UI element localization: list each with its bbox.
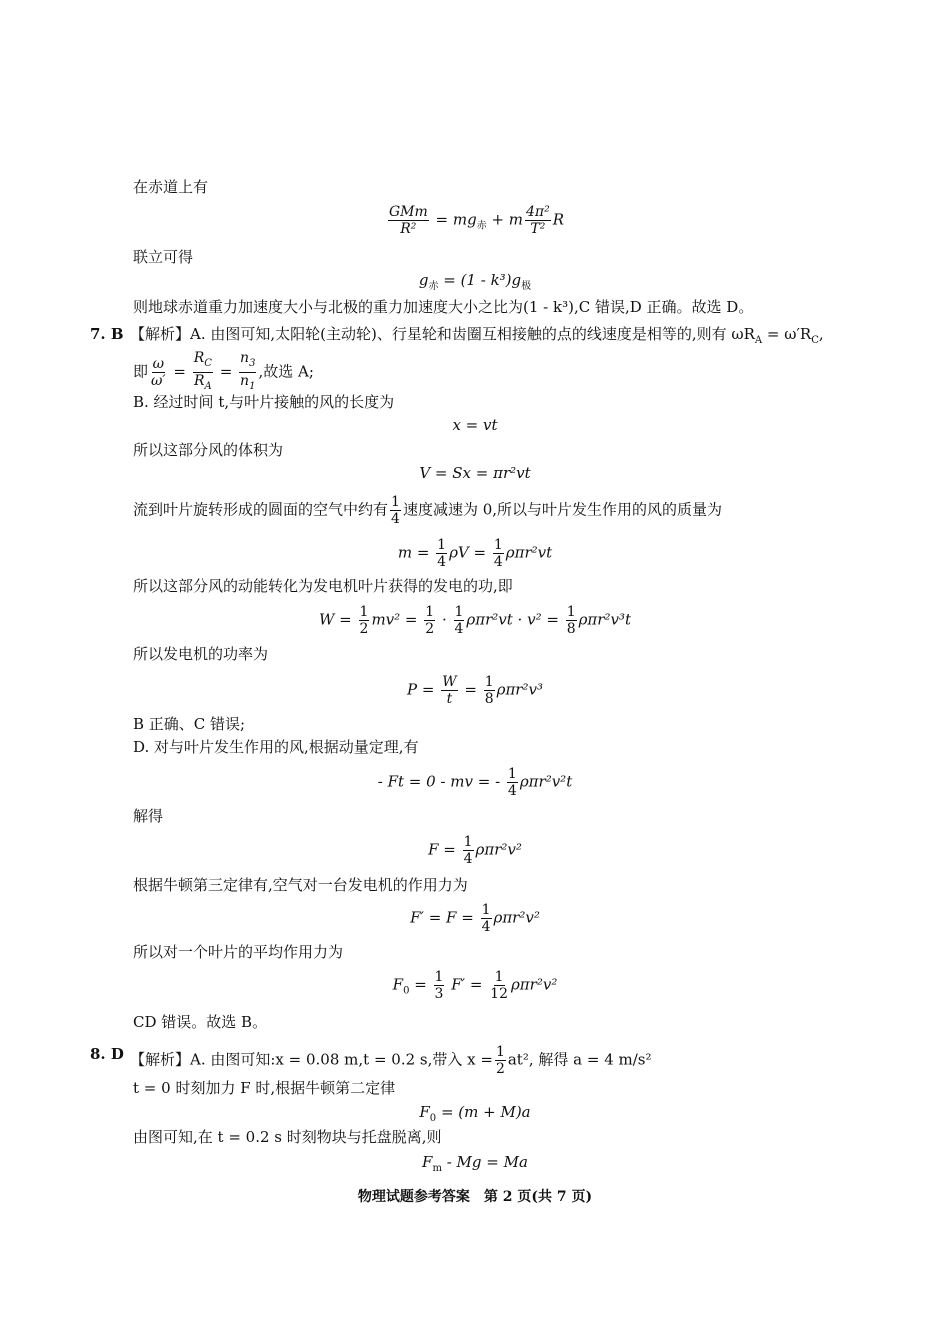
text-line: 联立可得 (133, 248, 194, 266)
equation-newton2: $F_0 = (m + M)a$ (419, 1103, 531, 1124)
equation-mass: m = $\frac{1}{4}$ ρV = $\frac{1}{4}$ ρπr²vt (397, 537, 553, 570)
equation-reaction-force: F′ = F = $\frac{1}{4}$ ρπr²v² (410, 902, 540, 935)
text-line: 所以这部分风的体积为 (133, 441, 284, 459)
text-line: 根据牛顿第三定律有,空气对一台发电机的作用力为 (133, 876, 468, 894)
fraction: $\frac{\text{4π²}}{\text{T²}}$ (526, 204, 550, 237)
text-line: CD 错误。故选 B。 (133, 1013, 268, 1031)
equation-x-vt: x = vt (452, 416, 498, 434)
ratio-line: 即 $\frac{\omega}{\omega'}$ = $\frac{R_C}{R_A}$ = $\frac{n_3}{n_1}$ ,故选 A; (133, 350, 314, 392)
equation-momentum: - Ft = 0 - mv = - $\frac{1}{4}$ ρπr²v²t (377, 766, 573, 799)
text-line: 所以对一个叶片的平均作用力为 (133, 943, 344, 961)
equation-blade-force: $F_0$ = $\frac{1}{3}$ F′ = $\frac{1}{12}$ ρπr²v² (392, 969, 558, 1002)
text-line: 流到叶片旋转形成的圆面的空气中约有 $\frac{1}{4}$ 速度减速为 0,所以与叶片发生作用的风的质量为 (133, 494, 723, 527)
page-footer: 物理试题参考答案 第 2 页(共 7 页) (357, 1189, 593, 1205)
equation-power: P = $\frac{W}{t}$ = $\frac{1}{8}$ ρπr²v³ (407, 674, 543, 707)
equation-volume: V = Sx = πr²vt (419, 464, 531, 482)
text-line: t = 0 时刻加力 F 时,根据牛顿第二定律 (133, 1079, 396, 1097)
question-8-label: 8. D (90, 1045, 124, 1063)
text-line: B 正确、C 错误; (133, 715, 246, 733)
text-line: 解得 (133, 807, 164, 825)
question-7-intro: 【解析】A. 由图可知,太阳轮(主动轮)、行星轮和齿圈互相接触的点的线速度是相等的,则有 $\omega R_A = \omega'R_C$, (130, 325, 824, 346)
text-line: B. 经过时间 t,与叶片接触的风的长度为 (133, 393, 395, 411)
text-line: 在赤道上有 (133, 178, 209, 196)
text-line: 则地球赤道重力加速度大小与北极的重力加速度大小之比为(1 - k³),C 错误,D 正确。故选 D。 (133, 298, 754, 316)
equation-work: W = $\frac{1}{2}$ mv² = $\frac{1}{2}$ · $\frac{1}{4}$ ρπr²vt · v² = $\frac{1}{8}$ ρπr²v³t (318, 604, 631, 637)
equation-g-ratio: $g_赤 = (1 - k^3)g_极$ (418, 271, 532, 292)
equation-force: F = $\frac{1}{4}$ ρπr²v² (428, 834, 522, 867)
text-line: 由图可知,在 t = 0.2 s 时刻物块与托盘脱离,则 (133, 1128, 442, 1146)
text-line: D. 对与叶片发生作用的风,根据动量定理,有 (133, 738, 419, 756)
question-8-intro: 【解析】A. 由图可知:x = 0.08 m,t = 0.2 s,带入 x = $\frac{1}{2}$ at², 解得 a = 4 m/s² (130, 1044, 652, 1077)
equation-separation: $F_m - Mg = Ma$ (422, 1153, 528, 1174)
equation-gravity-equator: $\frac{\text{GMm}}{\text{R²}}$ = $mg_赤 + m$ $\frac{\text{4π²}}{\text{T²}}$ R (388, 204, 565, 237)
text-line: 所以这部分风的动能转化为发电机叶片获得的发电的功,即 (133, 577, 513, 595)
question-7-label: 7. B (90, 325, 124, 343)
fraction: $\frac{\text{GMm}}{\text{R²}}$ (388, 204, 428, 237)
text-line: 所以发电机的功率为 (133, 645, 269, 663)
